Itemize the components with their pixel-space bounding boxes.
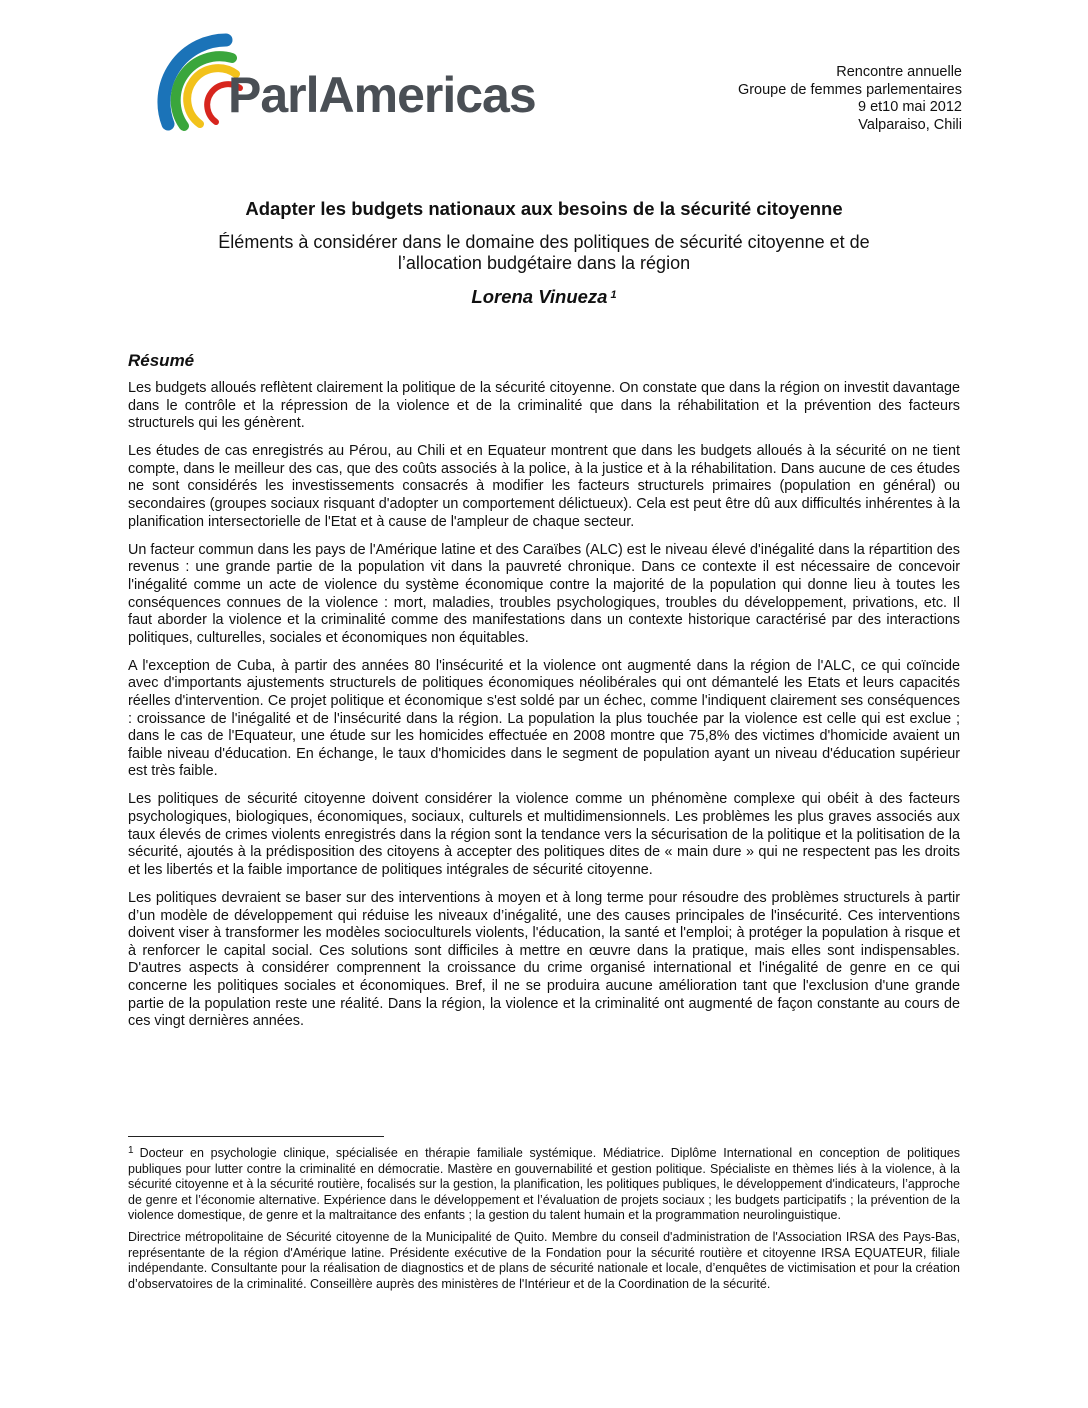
body-paragraph: Les études de cas enregistrés au Pérou, au Chili et en Equateur montrent que dans les budgets alloués à la sécurité on ne tient compte, dans le meilleur des cas, que des coûts associés à la police, à la justice et à la réhabilitation. Dans aucune de ces études ne sont considérés les investissements consacrés à modifier les facteurs structurels primaires (population en général) ou secondaires (groupes sociaux risquant d'adopter un comportement délictueux). Cela est peut être dû aux difficultés inhérentes à la planification intersectorielle de l'Etat et à cause de l'ampleur de chaque secteur. [128, 443, 960, 530]
body-paragraph: Un facteur commun dans les pays de l'Amérique latine et des Caraïbes (ALC) est le niveau élevé d'inégalité dans la répartition des revenus : une grande partie de la population vit dans la pauvreté chronique. Dans ce contexte il est nécessaire de concevoir l'inégalité comme un acte de violence du système économique contre la majorité de la population qui donne lieu à toutes les conséquences connues de la violence : mort, maladies, troubles psychologiques, troubles du développement, privations, etc. Il faut aborder la violence et la criminalité comme des manifestations dans un contexte historique caractérisé par des interactions politiques, culturelles, sociales et économiques non équitables. [128, 541, 960, 646]
meeting-line: 9 et10 mai 2012 [858, 99, 962, 115]
meeting-line: Groupe de femmes parlementaires [737, 81, 962, 98]
document-subtitle: Éléments à considérer dans le domaine des politiques de sécurité citoyenne et de l’allocation budgétaire dans la région [218, 232, 870, 273]
meeting-line: Valparaiso, Chili [858, 116, 962, 133]
parlamericas-logo [140, 24, 600, 142]
body-paragraph: Les politiques devraient se baser sur des interventions à moyen et à long terme pour résoudre des problèmes structurels à partir d’un modèle de développement qui réduise les niveaux d’inégalité, une des causes principales de l'insécurité. Ces interventions doivent viser à transformer les modèles socioculturels violents, l'éducation, la santé et l'emploi; à protéger la population à risque et à renforcer le capital social. Ces solutions sont difficiles à mettre en œuvre dans la pratique, mais elles sont indispensables. D'autres aspects à considérer comprennent la croissance du crime organisé international et l'inégalité de genre en ce qui concerne les politiques sociales et économiques. Bref, il ne se produira aucune amélioration tant que l'exclusion d'une grande partie de la population reste une réalité. Dans la région, la violence et la criminalité ont augmenté de façon constante au cours de ces vingt dernières années. [128, 889, 960, 1030]
document-title: Adapter les budgets nationaux aux besoins de la sécurité citoyenne [245, 198, 843, 219]
summary-body [128, 380, 960, 1041]
footnote-number: 1 [128, 1145, 134, 1156]
footnotes [128, 1146, 960, 1298]
footnote-paragraph: Directrice métropolitaine de Sécurité citoyenne de la Municipalité de Quito. Membre du conseil d'administration de l'Association IRSA des Pays-Bas, représentante de la région d'Amérique latine. Présidente exécutive de la Fondation pour la sécurité routière et citoyenne IRSA EQUATEUR, filiale indépendante. Consultante pour la réalisation de diagnostics et de plans de sécurité nationale et locale, d’enquêtes de victimisation et pour la création d’observatoires de la criminalité. Conseillère auprès des ministères de l'Intérieur et de la Coordination de la sécurité. [128, 1229, 960, 1291]
section-heading-resume: Résumé [128, 351, 195, 370]
body-paragraph: A l'exception de Cuba, à partir des années 80 l'insécurité et la violence ont augmenté dans la région de l'ALC, ce qui coïncide avec d'importants ajustements structurels de politiques économiques néolibérales qui ont démantelé les Etats et leurs capacités réelles d'intervention. Ce projet politique et économique s'est soldé par un échec, comme l'indiquent clairement ses conséquences : croissance de l'inégalité et de l'insécurité dans la région. La population la plus touchée par la violence est celle qui est exclue ; dans le cas de l'Equateur, une étude sur les homicides effectuée en 2008 montre que 75,8% des victimes d'homicide avaient un faible niveau d'éducation. En échange, le taux d'homicides dans le segment de population ayant un niveau d'éducation supérieur est très faible. [128, 657, 960, 780]
footnote-text: Docteur en psychologie clinique, spécialisée en thérapie familiale systémique. Médiatrice. Diplôme International en conception de politiques publiques pour lutter contre la criminalité en démocratie. Mastère en gouvernabilité et gestion politique. Spécialiste en thèmes liés à la violence, à la sécurité citoyenne et à la sécurité routière, focalisés sur la gestion, la planification, les politiques publiques, le développement d'indicateurs, l’approche de genre et l’économie alternative. Expérience dans le développement et l’évaluation de projets sociaux ; les budgets participatifs ; la prévention de la violence domestique, de genre et la maltraitance des enfants ; la gestion du talent humain et la programmation neurolinguistique. [128, 1146, 960, 1223]
meeting-line: Rencontre annuelle [836, 64, 962, 80]
author-line [0, 286, 1088, 308]
body-paragraph: Les budgets alloués reflètent clairement la politique de la sécurité citoyenne. On constate que dans la région on investit davantage dans le contrôle et la répression de la violence et de la criminalité que dans la réhabilitation et la prévention des facteurs structurels qui les génèrent. [128, 380, 960, 432]
author-name: Lorena Vinueza [471, 286, 608, 307]
meeting-info [738, 64, 962, 134]
author-footnote-ref: 1 [610, 289, 617, 301]
body-paragraph: Les politiques de sécurité citoyenne doivent considérer la violence comme un phénomène complexe qui obéit à des facteurs psychologiques, biologiques, économiques, sociaux, culturels et multidimensionnels. Les problèmes les plus graves associés aux taux élevés de crimes violents enregistrés dans la région sont la tendance vers la sécurisation de la politique et la politisation de la sécurité, ajoutés à la prédisposition des citoyens à accepter des politiques dites de « main dure » qui ne respectent pas les droits et les libertés et la faible importance de politiques intégrales de sécurité citoyenne. [128, 791, 960, 878]
footnote-paragraph [128, 1146, 960, 1224]
logo-wordmark: ParlAmericas [228, 67, 536, 123]
footnote-divider [128, 1136, 384, 1137]
